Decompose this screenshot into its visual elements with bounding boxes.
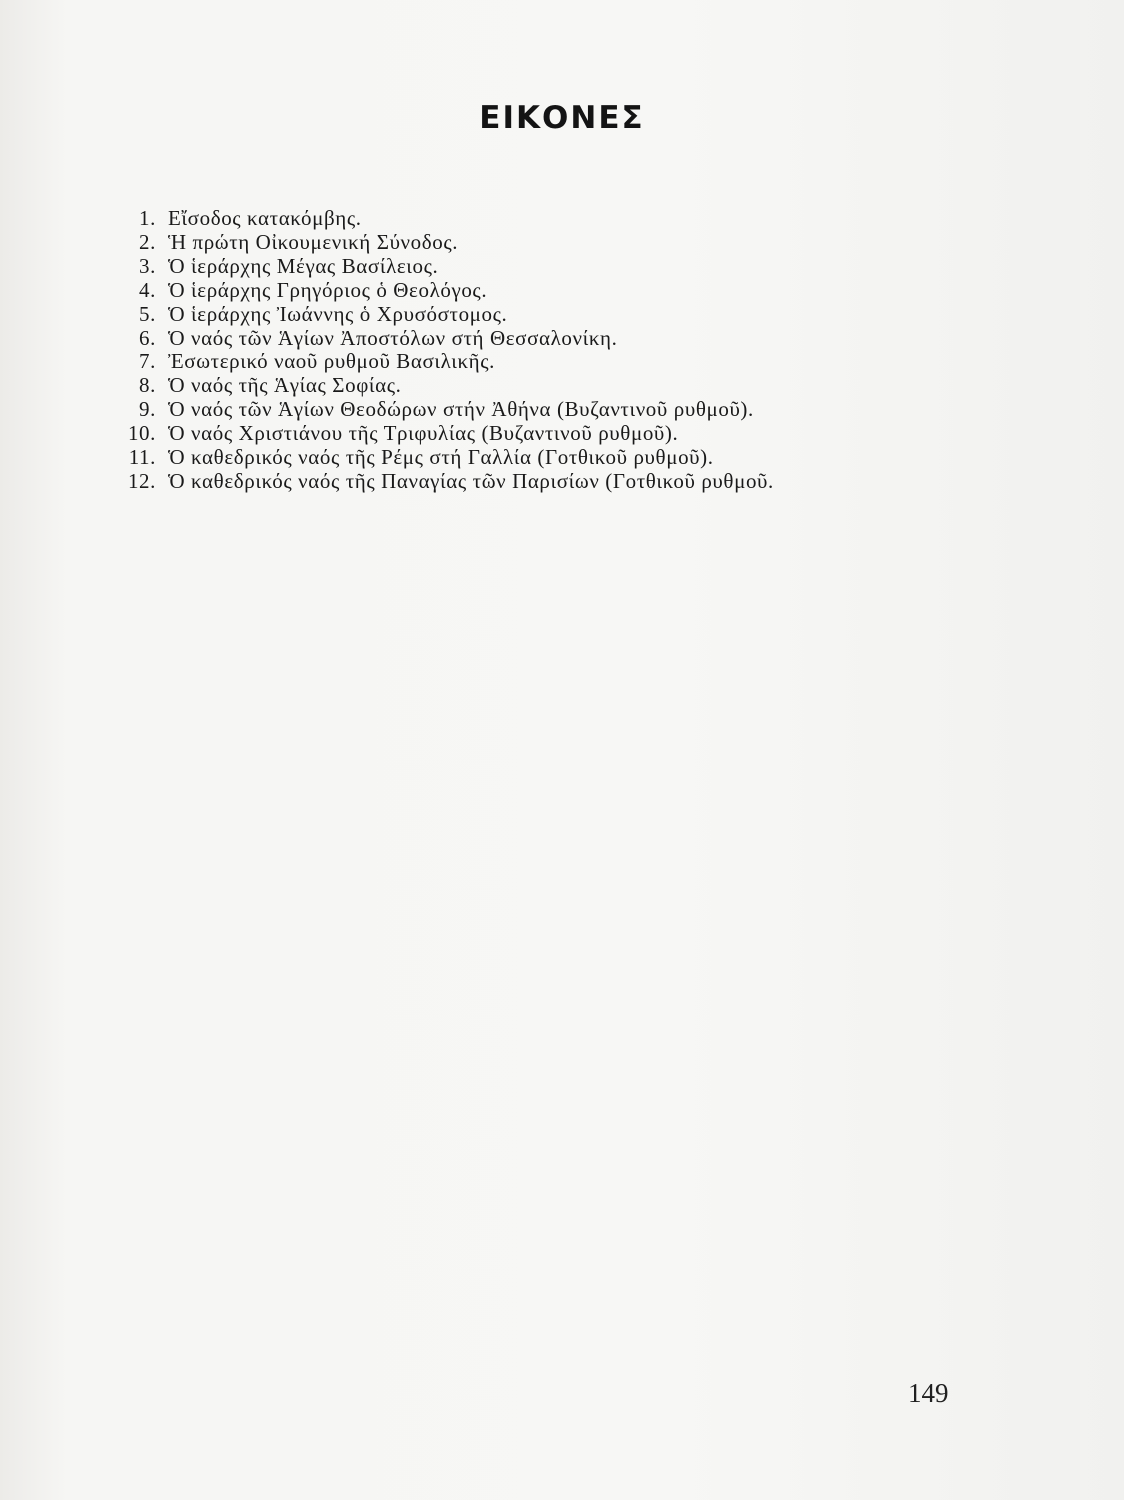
figure-caption: Ἐσωτερικό ναοῦ ρυθμοῦ Βασιλικῆς. (168, 349, 495, 374)
figure-number: 10. (127, 421, 156, 446)
list-item (118, 303, 774, 327)
figure-caption: Ὁ ἱεράρχης Μέγας Βασίλειος. (168, 253, 439, 278)
list-item (118, 327, 774, 351)
figure-caption: Ἡ πρώτη Οἰκουμενική Σύνοδος. (168, 229, 459, 254)
figure-number: 4. (139, 277, 156, 302)
list-item (118, 374, 774, 398)
figure-caption: Ὁ καθεδρικός ναός τῆς Παναγίας τῶν Παρισίων (Γοτθικοῦ ρυθμοῦ. (168, 468, 774, 493)
figure-caption: Ὁ ναός τῶν Ἁγίων Θεοδώρων στήν Ἀθήνα (Βυζαντινοῦ ρυθμοῦ). (168, 397, 754, 422)
figure-number: 2. (139, 229, 156, 254)
page-number: 149 (908, 1378, 949, 1408)
figure-number: 1. (139, 206, 156, 230)
list-item (118, 231, 774, 255)
figure-caption: Ὁ ἱεράρχης Γρηγόριος ὁ Θεολόγος. (168, 277, 488, 302)
figure-caption: Ὁ ναός Χριστιάνου τῆς Τριφυλίας (Βυζαντινοῦ ρυθμοῦ). (168, 421, 679, 446)
list-item (118, 422, 774, 446)
list-item (118, 279, 774, 303)
figure-number: 7. (139, 349, 156, 374)
figure-caption: Ὁ ναός τῶν Ἁγίων Ἀποστόλων στή Θεσσαλονίκη. (168, 325, 618, 350)
figure-list (118, 207, 774, 494)
figure-number: 6. (139, 325, 156, 350)
list-item (118, 350, 774, 374)
figure-caption: Εἴσοδος κατακόμβης. (168, 206, 362, 230)
list-item (118, 470, 774, 494)
list-item (118, 255, 774, 279)
list-item (118, 398, 774, 422)
list-item (118, 446, 774, 470)
list-item (118, 207, 774, 231)
figure-number: 12. (127, 468, 156, 493)
figure-number: 8. (139, 373, 156, 398)
figure-number: 3. (139, 253, 156, 278)
page-title: ΕΙΚΟΝΕΣ (479, 100, 645, 136)
figure-caption: Ὁ ναός τῆς Ἁγίας Σοφίας. (168, 373, 402, 398)
figure-number: 11. (128, 445, 156, 470)
figure-caption: Ὁ καθεδρικός ναός τῆς Ρέμς στή Γαλλία (Γοτθικοῦ ρυθμοῦ). (168, 445, 714, 470)
figure-caption: Ὁ ἱεράρχης Ἰωάννης ὁ Χρυσόστομος. (168, 301, 508, 326)
figure-number: 9. (139, 397, 156, 422)
figure-number: 5. (139, 301, 156, 326)
